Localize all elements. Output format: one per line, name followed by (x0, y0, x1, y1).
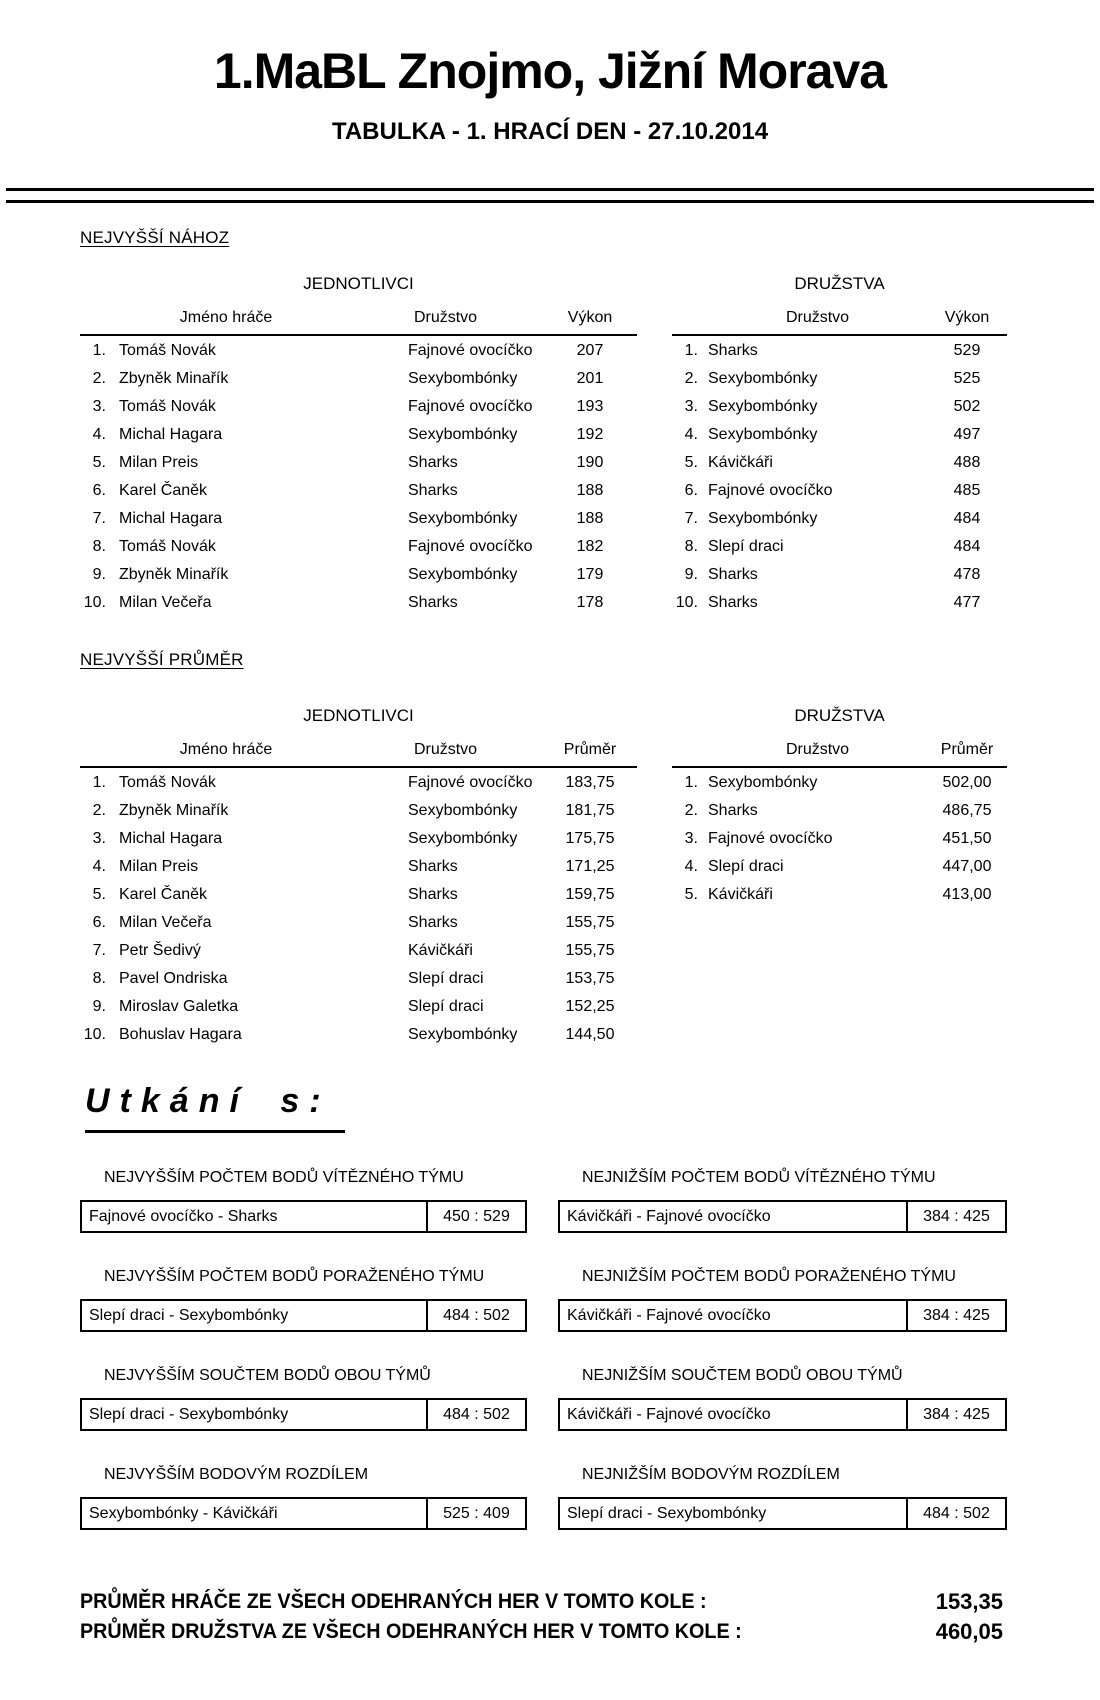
cell-value: 183,75 (565, 774, 615, 791)
table-row (672, 337, 1007, 365)
cell-team: Sharks (408, 914, 458, 931)
cell-value: 188 (576, 482, 604, 499)
cell-value: 190 (576, 454, 604, 471)
table-row (80, 881, 637, 909)
match-category-label: NEJNIŽŠÍM BODOVÝM ROZDÍLEM (582, 1466, 840, 1483)
cell-team: Slepí draci (408, 998, 484, 1015)
cell-rank: 3. (684, 398, 698, 415)
cell-value: 155,75 (565, 914, 615, 931)
table-row (672, 881, 1007, 909)
cell-team: Sharks (408, 482, 458, 499)
cell-team: Sexybombónky (708, 774, 818, 791)
table-header-row (672, 308, 1007, 336)
cell-team: Fajnové ovocíčko (708, 830, 833, 847)
footer-line (80, 1587, 1003, 1617)
cell-value: 478 (953, 566, 981, 583)
cell-value: 152,25 (565, 998, 615, 1015)
match-group-right (558, 1269, 1007, 1332)
cell-team: Sexybombónky (408, 426, 518, 443)
cell-value: 477 (953, 594, 981, 611)
page-subtitle: TABULKA - 1. HRACÍ DEN - 27.10.2014 (331, 118, 769, 145)
cell-rank: 3. (92, 830, 106, 847)
table-row (80, 909, 637, 937)
table-row (672, 449, 1007, 477)
cell-rank: 4. (92, 426, 106, 443)
cell-value: 484 (953, 510, 981, 527)
table-row (80, 1021, 637, 1049)
cell-team: Sharks (408, 858, 458, 875)
match-group (80, 1368, 1007, 1431)
cell-rank: 8. (92, 538, 106, 555)
table-title: DRUŽSTVA (794, 274, 885, 293)
table-row (672, 421, 1007, 449)
table-row (672, 505, 1007, 533)
footer-label: PRŮMĚR DRUŽSTVA ZE VŠECH ODEHRANÝCH HER V TOMTO KOLE : (80, 1620, 742, 1643)
cell-player-name: Milan Večeřa (119, 914, 212, 931)
cell-value: 502,00 (942, 774, 992, 791)
match-score: 484 : 502 (426, 1301, 525, 1330)
match-result-box (558, 1398, 1007, 1431)
match-group (80, 1467, 1007, 1530)
cell-team: Sharks (708, 802, 758, 819)
table-row (672, 825, 1007, 853)
table-row (80, 965, 637, 993)
cell-value: 451,50 (942, 830, 992, 847)
cell-rank: 6. (92, 482, 106, 499)
cell-rank: 10. (83, 1026, 106, 1043)
cell-value: 171,25 (565, 858, 615, 875)
cell-rank: 3. (92, 398, 106, 415)
prumer-teams-table (672, 702, 1007, 909)
cell-rank: 5. (684, 454, 698, 471)
cell-value: 201 (576, 370, 604, 387)
cell-value: 175,75 (565, 830, 615, 847)
table-row (672, 769, 1007, 797)
match-category-label: NEJVYŠŠÍM POČTEM BODŮ PORAŽENÉHO TÝMU (104, 1268, 485, 1285)
cell-rank: 2. (92, 370, 106, 387)
cell-player-name: Petr Šedivý (119, 942, 201, 959)
cell-rank: 1. (684, 342, 698, 359)
cell-value: 182 (576, 538, 604, 555)
match-score: 384 : 425 (906, 1202, 1005, 1231)
cell-player-name: Milan Večeřa (119, 594, 212, 611)
cell-rank: 2. (684, 370, 698, 387)
match-result-box (558, 1200, 1007, 1233)
cell-value: 525 (953, 370, 981, 387)
cell-team: Sexybombónky (408, 1026, 518, 1043)
cell-team: Sexybombónky (408, 370, 518, 387)
cell-team: Sexybombónky (708, 398, 818, 415)
cell-value: 502 (953, 398, 981, 415)
cell-value: 484 (953, 538, 981, 555)
cell-player-name: Bohuslav Hagara (119, 1026, 242, 1043)
cell-player-name: Tomáš Novák (119, 774, 216, 791)
table-row (80, 589, 637, 617)
cell-team: Sharks (708, 594, 758, 611)
cell-value: 207 (576, 342, 604, 359)
cell-player-name: Milan Preis (119, 858, 199, 875)
cell-team: Slepí draci (708, 858, 784, 875)
cell-value: 181,75 (565, 802, 615, 819)
match-category-label: NEJVYŠŠÍM POČTEM BODŮ VÍTĚZNÉHO TÝMU (104, 1169, 464, 1186)
match-category-label: NEJVYŠŠÍM BODOVÝM ROZDÍLEM (104, 1466, 369, 1483)
cell-rank: 2. (684, 802, 698, 819)
cell-team: Fajnové ovocíčko (408, 398, 533, 415)
cell-rank: 9. (684, 566, 698, 583)
cell-team: Fajnové ovocíčko (408, 342, 533, 359)
footer-line (80, 1617, 1003, 1647)
match-category-label: NEJNIŽŠÍM POČTEM BODŮ PORAŽENÉHO TÝMU (582, 1268, 956, 1285)
cell-rank: 1. (92, 774, 106, 791)
match-pairing: Fajnové ovocíčko - Sharks (89, 1208, 278, 1225)
match-pairing: Kávičkáři - Fajnové ovocíčko (567, 1307, 771, 1324)
cell-player-name: Michal Hagara (119, 426, 223, 443)
cell-value: 497 (953, 426, 981, 443)
cell-team: Fajnové ovocíčko (408, 774, 533, 791)
column-header-team: Družstvo (785, 309, 850, 326)
cell-team: Sexybombónky (408, 566, 518, 583)
column-header-team: Družstvo (785, 741, 850, 758)
cell-team: Sharks (408, 594, 458, 611)
cell-team: Fajnové ovocíčko (408, 538, 533, 555)
cell-team: Slepí draci (408, 970, 484, 987)
table-row (80, 769, 637, 797)
cell-player-name: Zbyněk Minařík (119, 566, 229, 583)
section-heading-nahoz: NEJVYŠŠÍ NÁHOZ (80, 228, 230, 247)
match-category-label: NEJNIŽŠÍM POČTEM BODŮ VÍTĚZNÉHO TÝMU (582, 1169, 936, 1186)
table-row (80, 365, 637, 393)
cell-rank: 7. (92, 510, 106, 527)
table-row (672, 589, 1007, 617)
table-row (672, 853, 1007, 881)
cell-rank: 3. (684, 830, 698, 847)
cell-player-name: Milan Preis (119, 454, 199, 471)
cell-value: 144,50 (565, 1026, 615, 1043)
table-title: DRUŽSTVA (794, 706, 885, 725)
column-header-value: Výkon (944, 309, 990, 326)
prumer-individuals-table (80, 702, 637, 1049)
nahoz-individuals-table (80, 270, 637, 617)
cell-value: 486,75 (942, 802, 992, 819)
match-result-box (558, 1299, 1007, 1332)
page-title: 1.MaBL Znojmo, Jižní Morava (213, 43, 887, 99)
cell-team: Kávičkáři (408, 942, 473, 959)
cell-player-name: Tomáš Novák (119, 342, 216, 359)
match-result-box (80, 1200, 527, 1233)
footer-averages (80, 1587, 1003, 1647)
cell-rank: 7. (92, 942, 106, 959)
table-header-row (672, 740, 1007, 768)
table-row (80, 993, 637, 1021)
cell-rank: 9. (92, 566, 106, 583)
cell-team: Slepí draci (708, 538, 784, 555)
cell-value: 193 (576, 398, 604, 415)
match-score: 384 : 425 (906, 1400, 1005, 1429)
matches-heading: Utkání s: (85, 1082, 345, 1133)
match-score: 484 : 502 (906, 1499, 1005, 1528)
cell-team: Sexybombónky (708, 370, 818, 387)
cell-value: 413,00 (942, 886, 992, 903)
cell-value: 447,00 (942, 858, 992, 875)
table-row (80, 337, 637, 365)
cell-value: 153,75 (565, 970, 615, 987)
cell-rank: 2. (92, 802, 106, 819)
table-row (80, 393, 637, 421)
cell-team: Sexybombónky (408, 510, 518, 527)
column-header-value: Průměr (563, 741, 617, 758)
cell-team: Sexybombónky (408, 830, 518, 847)
match-category-label: NEJNIŽŠÍM SOUČTEM BODŮ OBOU TÝMŮ (582, 1367, 903, 1384)
match-score: 525 : 409 (426, 1499, 525, 1528)
match-group-right (558, 1170, 1007, 1233)
match-pairing: Kávičkáři - Fajnové ovocíčko (567, 1406, 771, 1423)
cell-rank: 5. (684, 886, 698, 903)
match-group-left (80, 1368, 527, 1431)
match-group-left (80, 1269, 527, 1332)
table-row (672, 365, 1007, 393)
footer-label: PRŮMĚR HRÁČE ZE VŠECH ODEHRANÝCH HER V TOMTO KOLE : (80, 1590, 707, 1613)
cell-rank: 9. (92, 998, 106, 1015)
match-result-box (80, 1497, 527, 1530)
column-header-value: Výkon (567, 309, 613, 326)
cell-value: 192 (576, 426, 604, 443)
cell-rank: 6. (92, 914, 106, 931)
table-row (672, 797, 1007, 825)
cell-value: 488 (953, 454, 981, 471)
cell-rank: 5. (92, 454, 106, 471)
table-title: JEDNOTLIVCI (303, 706, 414, 725)
cell-team: Sharks (408, 454, 458, 471)
cell-player-name: Michal Hagara (119, 830, 223, 847)
table-row (80, 853, 637, 881)
table-header-row (80, 308, 637, 336)
cell-rank: 4. (92, 858, 106, 875)
cell-player-name: Zbyněk Minařík (119, 370, 229, 387)
cell-team: Fajnové ovocíčko (708, 482, 833, 499)
table-row (672, 477, 1007, 505)
table-row (80, 561, 637, 589)
match-pairing: Slepí draci - Sexybombónky (89, 1406, 289, 1423)
match-score: 384 : 425 (906, 1301, 1005, 1330)
match-group-left (80, 1170, 527, 1233)
cell-rank: 6. (684, 482, 698, 499)
footer-value: 460,05 (935, 1619, 1003, 1644)
cell-rank: 4. (684, 858, 698, 875)
cell-player-name: Zbyněk Minařík (119, 802, 229, 819)
cell-player-name: Tomáš Novák (119, 398, 216, 415)
cell-rank: 8. (92, 970, 106, 987)
cell-player-name: Pavel Ondriska (119, 970, 228, 987)
cell-team: Kávičkáři (708, 886, 773, 903)
cell-rank: 5. (92, 886, 106, 903)
cell-team: Kávičkáři (708, 454, 773, 471)
match-score: 450 : 529 (426, 1202, 525, 1231)
column-header-team: Družstvo (413, 309, 478, 326)
cell-team: Sharks (708, 342, 758, 359)
cell-player-name: Miroslav Galetka (119, 998, 239, 1015)
matches-section (80, 1170, 1007, 1566)
match-group (80, 1269, 1007, 1332)
section-heading-prumer: NEJVYŠŠÍ PRŮMĚR (80, 650, 244, 669)
cell-value: 179 (576, 566, 604, 583)
cell-team: Sharks (408, 886, 458, 903)
table-row (80, 797, 637, 825)
table-row (80, 533, 637, 561)
match-group-right (558, 1368, 1007, 1431)
match-group-right (558, 1467, 1007, 1530)
table-row (672, 533, 1007, 561)
match-pairing: Sexybombónky - Kávičkáři (89, 1505, 278, 1522)
match-category-label: NEJVYŠŠÍM SOUČTEM BODŮ OBOU TÝMŮ (104, 1367, 431, 1384)
table-row (80, 937, 637, 965)
cell-team: Sexybombónky (708, 510, 818, 527)
match-result-box (80, 1398, 527, 1431)
table-row (80, 825, 637, 853)
nahoz-teams-table (672, 270, 1007, 617)
cell-value: 155,75 (565, 942, 615, 959)
cell-team: Sharks (708, 566, 758, 583)
cell-team: Sexybombónky (408, 802, 518, 819)
match-pairing: Slepí draci - Sexybombónky (89, 1307, 289, 1324)
column-header-player: Jméno hráče (179, 741, 273, 758)
match-group (80, 1170, 1007, 1233)
match-score: 484 : 502 (426, 1400, 525, 1429)
cell-rank: 8. (684, 538, 698, 555)
footer-value: 153,35 (935, 1589, 1003, 1614)
match-result-box (80, 1299, 527, 1332)
cell-rank: 4. (684, 426, 698, 443)
cell-value: 529 (953, 342, 981, 359)
column-header-value: Průměr (940, 741, 994, 758)
cell-player-name: Tomáš Novák (119, 538, 216, 555)
match-group-left (80, 1467, 527, 1530)
table-row (80, 449, 637, 477)
cell-value: 178 (576, 594, 604, 611)
cell-value: 159,75 (565, 886, 615, 903)
cell-rank: 10. (675, 594, 698, 611)
table-title: JEDNOTLIVCI (303, 274, 414, 293)
match-pairing: Kávičkáři - Fajnové ovocíčko (567, 1208, 771, 1225)
table-header-row (80, 740, 637, 768)
table-row (672, 393, 1007, 421)
cell-player-name: Karel Čaněk (119, 482, 208, 499)
match-result-box (558, 1497, 1007, 1530)
table-row (80, 421, 637, 449)
match-pairing: Slepí draci - Sexybombónky (567, 1505, 767, 1522)
header-divider (6, 188, 1094, 203)
cell-value: 188 (576, 510, 604, 527)
cell-rank: 1. (92, 342, 106, 359)
cell-team: Sexybombónky (708, 426, 818, 443)
table-row (80, 505, 637, 533)
column-header-team: Družstvo (413, 741, 478, 758)
cell-rank: 10. (83, 594, 106, 611)
cell-rank: 7. (684, 510, 698, 527)
cell-rank: 1. (684, 774, 698, 791)
cell-value: 485 (953, 482, 981, 499)
column-header-player: Jméno hráče (179, 309, 273, 326)
cell-player-name: Michal Hagara (119, 510, 223, 527)
cell-player-name: Karel Čaněk (119, 886, 208, 903)
table-row (672, 561, 1007, 589)
table-row (80, 477, 637, 505)
